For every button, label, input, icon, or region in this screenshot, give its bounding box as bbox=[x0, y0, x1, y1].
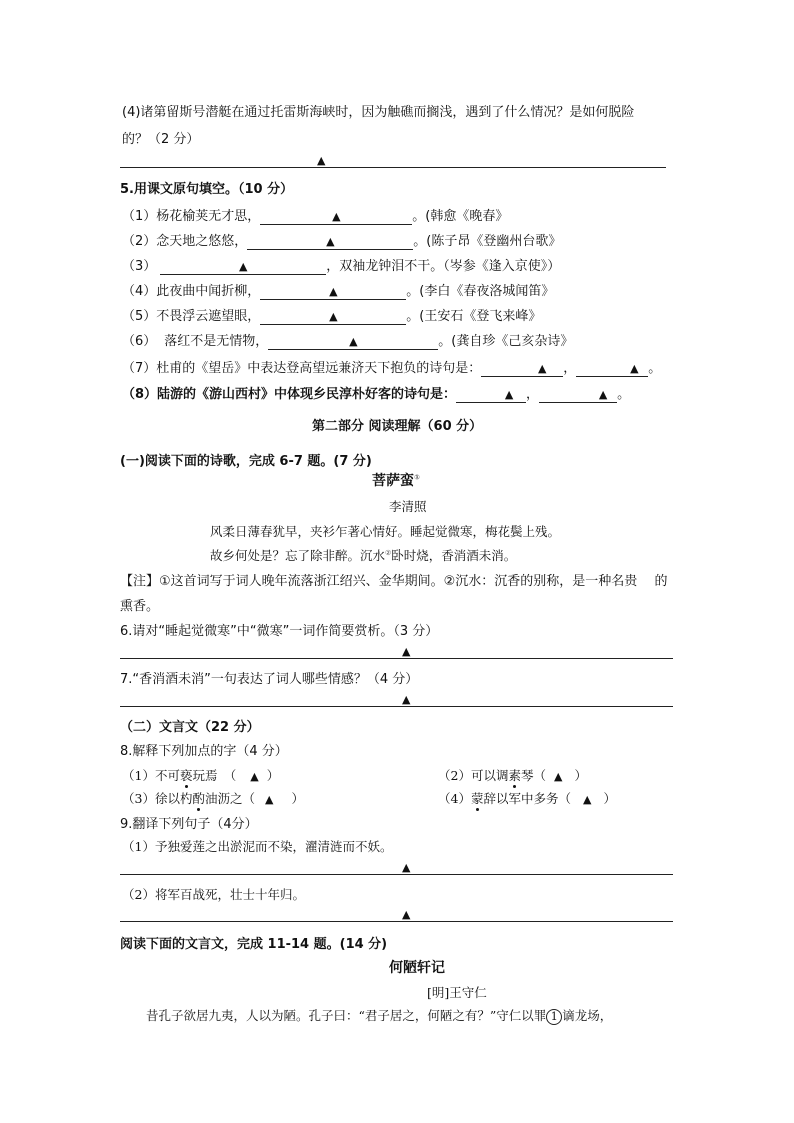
q8-item-4: （4）蒙辞以军中多务（ ▲ ） bbox=[438, 791, 616, 806]
fill-blank[interactable]: ▲ bbox=[539, 388, 617, 403]
poem-line-2: 故乡何处是？忘了除非醉。沉水②卧时烧，香消酒未消。 bbox=[210, 548, 517, 563]
q5-item-7: （7）杜甫的《望岳》中表达登高望远兼济天下抱负的诗句是： ▲ ， ▲ 。 bbox=[122, 361, 662, 376]
fill-blank[interactable]: ▲ bbox=[160, 260, 326, 275]
fill-blank[interactable]: ▲ bbox=[260, 210, 412, 225]
poem-author: 李清照 bbox=[389, 499, 427, 514]
q5-item-1: （1）杨花榆荚无才思， ▲ 。(韩愈《晚春》 bbox=[122, 209, 509, 224]
note-line-2: 熏香。 bbox=[120, 599, 160, 614]
answer-line bbox=[120, 658, 673, 659]
answer-line bbox=[120, 167, 666, 168]
q5-item-2: （2）念天地之悠悠， ▲ 。(陈子昂《登幽州台歌》 bbox=[122, 234, 562, 249]
answer-marker: ▲ bbox=[402, 908, 411, 921]
q5-heading: 5.用课文原句填空。（10 分） bbox=[120, 182, 294, 197]
answer-line bbox=[120, 706, 673, 707]
answer-marker: ▲ bbox=[402, 645, 411, 658]
q9-sentence-2: （2）将军百战死，壮士十年归。 bbox=[122, 887, 305, 902]
q5-item-8: （8）陆游的《游山西村》中体现乡民淳朴好客的诗句是： ▲ ， ▲ 。 bbox=[122, 387, 631, 402]
q5-item-6: （6） 落红不是无情物， ▲ 。(龚自珍《己亥杂诗》 bbox=[122, 334, 574, 349]
q8-text: 8.解释下列加点的字（4 分） bbox=[120, 744, 288, 759]
q9-text: 9.翻译下列句子（4分） bbox=[120, 817, 258, 832]
fill-blank[interactable]: ▲ bbox=[481, 362, 563, 377]
q6-text: 6.请对“睡起觉微寒”中“微寒”一词作简要赏析。（3 分） bbox=[120, 624, 439, 639]
essay-line-1: 昔孔子欲居九夷，人以为陋。孔子曰：“君子居之，何陋之有？”守仁以罪 1 谪龙场， bbox=[146, 1008, 613, 1023]
q8-item-3: （3）徐以杓酌油沥之（ ▲ ） bbox=[122, 791, 304, 806]
answer-marker: ▲ bbox=[402, 861, 411, 874]
fill-blank[interactable]: ▲ bbox=[268, 335, 438, 350]
answer-line bbox=[120, 874, 673, 875]
answer-marker: ▲ bbox=[317, 154, 326, 167]
essay-title: 何陋轩记 bbox=[389, 960, 445, 976]
q5-item-3: （3） ▲ ，双袖龙钟泪不干。（岑参《逢入京使》） bbox=[122, 259, 561, 274]
part2-heading: 第二部分 阅读理解（60 分） bbox=[312, 419, 483, 434]
answer-line bbox=[120, 921, 673, 922]
sec2-heading: （二）文言文（22 分） bbox=[120, 720, 260, 735]
essay-author: [明]王守仁 bbox=[427, 985, 487, 1000]
q9-sentence-1: （1）予独爱莲之出淤泥而不染，濯清涟而不妖。 bbox=[122, 839, 393, 854]
q5-item-4: （4）此夜曲中闻折柳， ▲ 。(李白《春夜洛城闻笛》 bbox=[122, 284, 555, 299]
poem-title: 菩萨蛮① bbox=[372, 473, 420, 489]
fill-blank[interactable]: ▲ bbox=[260, 285, 406, 300]
reading-heading: 阅读下面的文言文，完成 11-14 题。(14 分) bbox=[120, 937, 388, 952]
fill-blank[interactable]: ▲ bbox=[456, 388, 526, 403]
fill-blank[interactable]: ▲ bbox=[260, 310, 406, 325]
q8-item-1: （1）不可亵玩焉 （ ▲ ） bbox=[122, 768, 280, 783]
q4-4-line1: (4)诸第留斯号潜艇在通过托雷斯海峡时，因为触礁而搁浅，遇到了什么情况？是如何脱险 bbox=[122, 105, 635, 120]
fill-blank[interactable]: ▲ bbox=[247, 235, 413, 250]
footnote-mark: 1 bbox=[546, 1009, 562, 1025]
q7-text: 7.“香消酒未消”一句表达了词人哪些情感？（4 分） bbox=[120, 672, 419, 687]
q8-item-2: （2）可以调素琴（ ▲ ） bbox=[438, 768, 587, 783]
fill-blank[interactable]: ▲ bbox=[576, 362, 648, 377]
q5-item-5: （5）不畏浮云遮望眼， ▲ 。(王安石《登飞来峰》 bbox=[122, 309, 542, 324]
sec1-heading: (一)阅读下面的诗歌，完成 6-7 题。(7 分) bbox=[120, 454, 372, 469]
answer-marker: ▲ bbox=[402, 693, 411, 706]
q4-4-line2: 的？（2 分） bbox=[122, 132, 200, 147]
poem-line-1: 风柔日薄春犹早，夹衫乍著心情好。睡起觉微寒，梅花鬓上残。 bbox=[210, 524, 561, 539]
note-line-1: 【注】①这首词写于词人晚年流落浙江绍兴、金华期间。②沉水：沉香的别称，是一种名贵 的 bbox=[120, 574, 668, 589]
